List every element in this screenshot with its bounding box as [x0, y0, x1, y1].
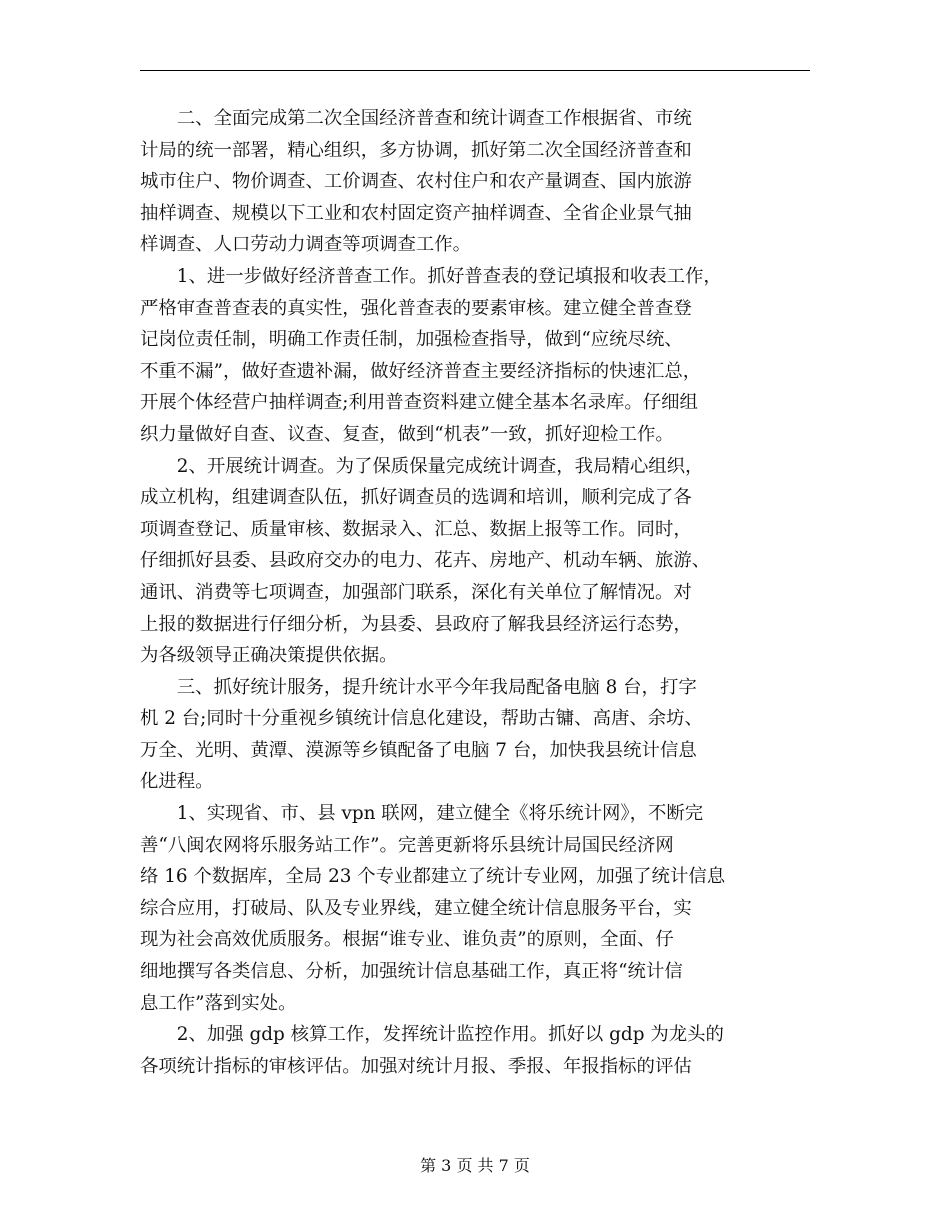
text-line: 不重不漏”，做好查遗补漏，做好经济普查主要经济指标的快速汇总，	[140, 360, 702, 382]
text-line: 计局的统一部署，精心组织，多方协调，抓好第二次全国经济普查和	[140, 139, 692, 161]
text-line: 为各级领导正确决策提供依据。	[140, 645, 398, 667]
text-line: 络 16 个数据库，全局 23 个专业都建立了统计专业网，加强了统计信息	[140, 866, 726, 888]
text-line: 抽样调查、规模以下工业和农村固定资产抽样调查、全省企业景气抽	[140, 202, 692, 224]
text-line: 上报的数据进行仔细分析，为县委、县政府了解我县经济运行态势，	[140, 613, 692, 635]
text-line: 2、开展统计调查。为了保质保量完成统计调查，我局精心组织，	[140, 455, 704, 477]
text-line: 三、抓好统计服务，提升统计水平今年我局配备电脑 8 台，打字	[140, 676, 697, 698]
text-line: 严格审查普查表的真实性，强化普查表的要素审核。建立健全普查登	[140, 297, 692, 319]
page-number-footer: 第 3 页 共 7 页	[420, 1156, 530, 1175]
text-line: 1、进一步做好经济普查工作。抓好普查表的登记填报和收表工作，	[140, 265, 722, 287]
text-line: 成立机构，组建调查队伍，抓好调查员的选调和培训，顺利完成了各	[140, 487, 692, 509]
text-line: 细地撰写各类信息、分析，加强统计信息基础工作，真正将“统计信	[140, 961, 683, 983]
text-line: 通讯、消费等七项调查，加强部门联系，深化有关单位了解情况。对	[140, 581, 692, 603]
text-line: 各项统计指标的审核评估。加强对统计月报、季报、年报指标的评估	[140, 1055, 692, 1077]
text-line: 息工作”落到实处。	[140, 992, 297, 1014]
text-line: 善“八闽农网将乐服务站工作”。完善更新将乐县统计局国民经济网	[140, 834, 674, 856]
text-line: 2、加强 gdp 核算工作，发挥统计监控作用。抓好以 gdp 为龙头的	[140, 1024, 724, 1046]
text-line: 开展个体经营户抽样调查;利用普查资料建立健全基本名录库。仔细组	[140, 392, 698, 414]
header-rule	[140, 70, 810, 71]
text-line: 二、全面完成第二次全国经济普查和统计调查工作根据省、市统	[140, 108, 692, 129]
text-line: 化进程。	[140, 771, 214, 793]
text-line: 项调查登记、质量审核、数据录入、汇总、数据上报等工作。同时，	[140, 518, 692, 540]
text-line: 仔细抓好县委、县政府交办的电力、花卉、房地产、机动车辆、旅游、	[140, 550, 711, 572]
text-line: 综合应用，打破局、队及专业界线，建立健全统计信息服务平台，实	[140, 897, 692, 919]
text-line: 万全、光明、黄潭、漠源等乡镇配备了电脑 7 台，加快我县统计信息	[140, 739, 697, 761]
text-line: 1、实现省、市、县 vpn 联网，建立健全《将乐统计网》，不断完	[140, 803, 704, 825]
text-line: 织力量做好自查、议查、复查，做到“机表”一致，抓好迎检工作。	[140, 423, 674, 445]
text-line: 现为社会高效优质服务。根据“谁专业、谁负责”的原则，全面、仔	[140, 929, 674, 951]
text-line: 机 2 台;同时十分重视乡镇统计信息化建设，帮助古镛、高唐、余坊、	[140, 708, 703, 730]
text-line: 记岗位责任制，明确工作责任制，加强检查指导，做到“应统尽统、	[140, 329, 683, 351]
document-body	[140, 103, 810, 1082]
text-line: 样调查、人口劳动力调查等项调查工作。	[140, 234, 472, 256]
text-line: 城市住户、物价调查、工价调查、农村住户和农产量调查、国内旅游	[140, 171, 692, 193]
